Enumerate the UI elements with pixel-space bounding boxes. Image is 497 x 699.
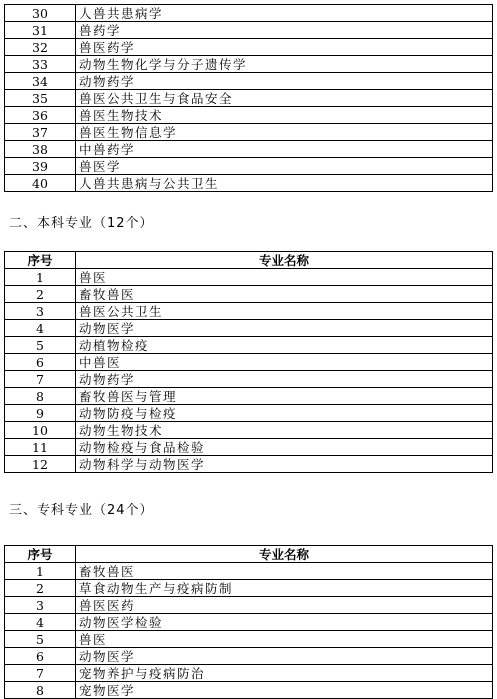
- undergraduate-majors-table: [4, 251, 493, 473]
- major-name: 畜牧兽医: [76, 286, 493, 303]
- table-row: [5, 56, 493, 73]
- table-row: [5, 563, 493, 580]
- table-row: [5, 320, 493, 337]
- major-name: 动物药学: [76, 73, 493, 90]
- major-name: 人兽共患病与公共卫生: [76, 175, 493, 192]
- row-number: 40: [5, 175, 76, 192]
- row-number: 12: [5, 456, 76, 473]
- row-number: 3: [5, 303, 76, 320]
- row-number: 7: [5, 665, 76, 682]
- table-row: [5, 39, 493, 56]
- row-number: 35: [5, 90, 76, 107]
- major-name: 中兽医: [76, 354, 493, 371]
- major-name: 动物生物技术: [76, 422, 493, 439]
- table-row: [5, 22, 493, 39]
- major-name: 兽医药学: [76, 39, 493, 56]
- junior-college-majors-table: [4, 545, 493, 699]
- table-row: [5, 648, 493, 665]
- major-name: 动物药学: [76, 371, 493, 388]
- table-row: [5, 303, 493, 320]
- major-name: 兽药学: [76, 22, 493, 39]
- major-name: 草食动物生产与疫病防制: [76, 580, 493, 597]
- row-number: 5: [5, 337, 76, 354]
- table-row: [5, 388, 493, 405]
- table-row: [5, 631, 493, 648]
- row-number: 39: [5, 158, 76, 175]
- row-number: 8: [5, 682, 76, 699]
- row-number: 8: [5, 388, 76, 405]
- row-number: 36: [5, 107, 76, 124]
- table-row: [5, 141, 493, 158]
- table-row: [5, 73, 493, 90]
- table-header-row: [5, 252, 493, 269]
- major-name: 兽医公共卫生: [76, 303, 493, 320]
- section-heading-junior-college: 三、专科专业（24个）: [9, 503, 154, 518]
- row-number: 5: [5, 631, 76, 648]
- major-name: 动物防疫与检疫: [76, 405, 493, 422]
- major-name: 动物医学: [76, 648, 493, 665]
- table-row: [5, 286, 493, 303]
- major-name: 宠物养护与疫病防治: [76, 665, 493, 682]
- major-name: 人兽共患病学: [76, 5, 493, 22]
- row-number: 31: [5, 22, 76, 39]
- major-name: 兽医: [76, 269, 493, 286]
- table-row: [5, 682, 493, 699]
- row-number: 30: [5, 5, 76, 22]
- table-row: [5, 269, 493, 286]
- row-number: 1: [5, 269, 76, 286]
- column-header-major-name: 专业名称: [76, 546, 493, 563]
- row-number: 9: [5, 405, 76, 422]
- row-number: 38: [5, 141, 76, 158]
- row-number: 11: [5, 439, 76, 456]
- row-number: 34: [5, 73, 76, 90]
- row-number: 33: [5, 56, 76, 73]
- major-name: 动物医学检验: [76, 614, 493, 631]
- table-row: [5, 597, 493, 614]
- major-name: 动物科学与动物医学: [76, 456, 493, 473]
- major-name: 动物检疫与食品检验: [76, 439, 493, 456]
- table-row: [5, 371, 493, 388]
- table-row: [5, 107, 493, 124]
- major-name: 中兽药学: [76, 141, 493, 158]
- major-name: 兽医生物技术: [76, 107, 493, 124]
- table-row: [5, 665, 493, 682]
- major-name: 兽医: [76, 631, 493, 648]
- row-number: 10: [5, 422, 76, 439]
- major-name: 动物医学: [76, 320, 493, 337]
- row-number: 37: [5, 124, 76, 141]
- table-row: [5, 124, 493, 141]
- table-row: [5, 456, 493, 473]
- row-number: 4: [5, 320, 76, 337]
- table-row: [5, 439, 493, 456]
- row-number: 2: [5, 580, 76, 597]
- section-heading-undergraduate: 二、本科专业（12个）: [9, 216, 154, 231]
- table-row: [5, 158, 493, 175]
- column-header-major-name: 专业名称: [76, 252, 493, 269]
- major-name: 畜牧兽医与管理: [76, 388, 493, 405]
- major-name: 兽医生物信息学: [76, 124, 493, 141]
- major-name: 兽医学: [76, 158, 493, 175]
- table-row: [5, 175, 493, 192]
- major-name: 畜牧兽医: [76, 563, 493, 580]
- major-name: 宠物医学: [76, 682, 493, 699]
- row-number: 3: [5, 597, 76, 614]
- table-row: [5, 5, 493, 22]
- table-header-row: [5, 546, 493, 563]
- row-number: 1: [5, 563, 76, 580]
- row-number: 6: [5, 648, 76, 665]
- table-row: [5, 90, 493, 107]
- majors-table-continued: [4, 4, 493, 192]
- table-row: [5, 614, 493, 631]
- major-name: 兽医医药: [76, 597, 493, 614]
- column-header-number: 序号: [5, 546, 76, 563]
- row-number: 7: [5, 371, 76, 388]
- table-row: [5, 354, 493, 371]
- table-row: [5, 337, 493, 354]
- column-header-number: 序号: [5, 252, 76, 269]
- major-name: 兽医公共卫生与食品安全: [76, 90, 493, 107]
- row-number: 32: [5, 39, 76, 56]
- row-number: 2: [5, 286, 76, 303]
- row-number: 4: [5, 614, 76, 631]
- table-row: [5, 422, 493, 439]
- table-row: [5, 580, 493, 597]
- table-row: [5, 405, 493, 422]
- major-name: 动物生物化学与分子遗传学: [76, 56, 493, 73]
- row-number: 6: [5, 354, 76, 371]
- major-name: 动植物检疫: [76, 337, 493, 354]
